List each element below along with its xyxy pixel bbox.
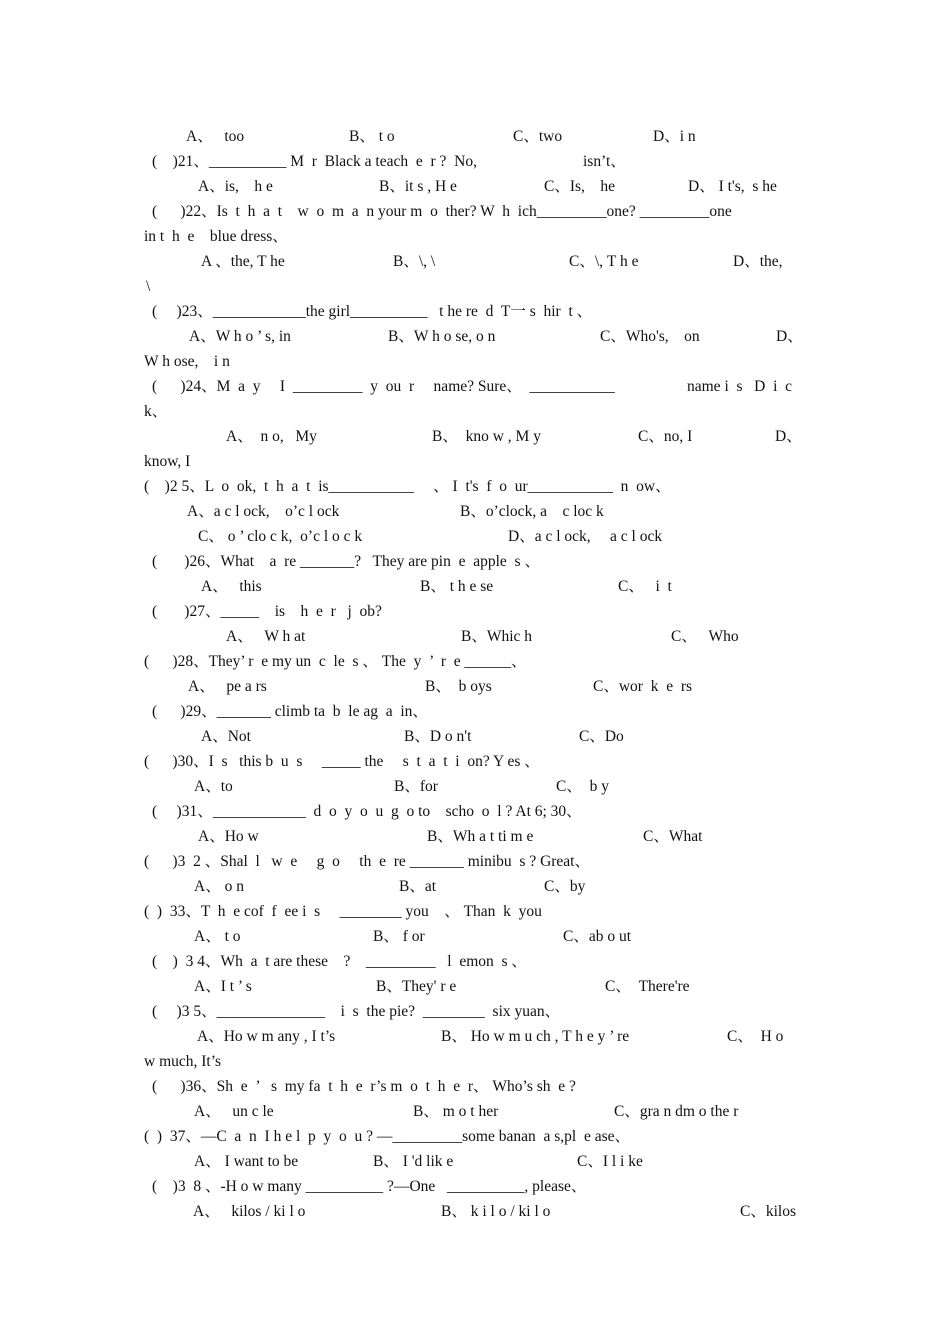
question-text: know, I: [144, 453, 191, 470]
option-d: D、: [776, 328, 803, 345]
option-b: B、 f or: [373, 928, 425, 945]
option-c: C、no, I: [638, 428, 693, 445]
option-d: D、: [775, 428, 802, 445]
option-b: B、Wh a t ti m e: [427, 828, 534, 845]
option-b: B、 kno w , M y: [432, 428, 541, 445]
option-a: A、 kilos / ki l o: [193, 1203, 306, 1220]
question-text: k、: [144, 403, 168, 420]
option-b: B、W h o se, o n: [388, 328, 496, 345]
option-d: D、 I t's, s he: [688, 178, 777, 195]
question-text: W h ose, i n: [144, 353, 230, 370]
option-c: C、gra n dm o the r: [614, 1103, 739, 1120]
option-b: B、 b oys: [425, 678, 492, 695]
option-b: B、 t o: [349, 128, 395, 145]
option-a: A、 pe a rs: [188, 678, 267, 695]
option-a: A、 un c le: [194, 1103, 274, 1120]
option-b: B、at: [399, 878, 437, 895]
option-a: A、W h o ’ s, in: [189, 328, 291, 345]
option-a: A、 o n: [194, 878, 244, 895]
option-c: C、 i t: [618, 578, 672, 595]
option-b: B、\, \: [393, 253, 436, 270]
question-text: ( ) 3 4、Wh a t are these ? _________ l emon s 、: [152, 953, 527, 970]
question-text: ( )26、What a re _______? They are pin e apple s 、: [152, 553, 540, 570]
option-a: A、 W h at: [226, 628, 306, 645]
option-b: B、D o n't: [404, 728, 472, 745]
option-a: A、 n o, My: [226, 428, 317, 445]
option-b: B、 Ho w m u ch , T h e y ’ re: [441, 1028, 630, 1045]
question-text: ( )21、__________ M r Black a teach e r ? No,: [152, 153, 477, 170]
option-a: A、to: [194, 778, 233, 795]
question-text: name i s D i c: [687, 378, 793, 395]
question-text: ( ) 37、—C a n I h e l p y o u ? —_________some banan a s,pl e ase、: [144, 1128, 631, 1145]
question-text: isn’t、: [583, 153, 626, 170]
question-text: ( )2 5、L o ok, t h a t is___________ 、 I t's f o ur___________ n ow、: [144, 478, 671, 495]
option-b: B、 I 'd lik e: [373, 1153, 454, 1170]
question-text: ( ) 33、T h e cof f ee i s ________ you 、 Than k you: [144, 903, 542, 920]
question-text: ( )30、I s this b u s _____ the s t a t i on? Y es 、: [144, 753, 540, 770]
option-c: C、Is, he: [544, 178, 616, 195]
option-a: A、a c l ock, o’c l ock: [187, 503, 340, 520]
option-c: C、by: [544, 878, 586, 895]
option-c: C、ab o ut: [563, 928, 632, 945]
question-text: ( )27、_____ is h e r j ob?: [152, 603, 382, 620]
question-text: ( )29、_______ climb ta b le ag a in、: [152, 703, 428, 720]
question-text: ( )31、____________ d o y o u g o to scho o l ? At 6; 30、: [152, 803, 582, 820]
option-a: A、I t ’ s: [194, 978, 252, 995]
option-b: B、o’clock, a c loc k: [460, 503, 604, 520]
option-c: C、Do: [579, 728, 624, 745]
option-a: A、 too: [186, 128, 245, 145]
option-c: C、kilos: [740, 1203, 796, 1220]
option-c: C、 o ’ clo c k, o’c l o c k: [198, 528, 363, 545]
question-text: \: [146, 278, 151, 295]
question-text: ( )23、____________the girl__________ t he re d T一 s hir t 、: [152, 303, 593, 320]
question-text: ( )3 5、______________ i s the pie? ________ six yuan、: [152, 1003, 561, 1020]
option-c: C、Who's, on: [600, 328, 700, 345]
question-text: ( )36、Sh e ’ s my fa t h e r’s m o t h e r、 Who’s sh e ?: [152, 1078, 576, 1095]
question-text: w much, It’s: [144, 1053, 222, 1070]
option-b: B、They' r e: [376, 978, 457, 995]
option-a: A、Not: [201, 728, 251, 745]
option-c: C、I l i ke: [577, 1153, 643, 1170]
option-a: A 、the, T he: [201, 253, 285, 270]
option-b: B、 m o t her: [413, 1103, 499, 1120]
option-c: C、\, T h e: [569, 253, 639, 270]
question-text: ( )3 8 、-H o w many __________ ?—One __________, please、: [152, 1178, 587, 1195]
question-text: ( )24、M a y I _________ y ou r name? Sure、 ___________: [152, 378, 615, 395]
question-text: ( )22、Is t h a t w o m a n your m o ther? W h ich_________one? _________one: [152, 203, 732, 220]
option-c: C、 b y: [556, 778, 609, 795]
option-d: D、i n: [653, 128, 696, 145]
option-a: A、 this: [201, 578, 262, 595]
option-b: B、 t h e se: [420, 578, 494, 595]
option-b: B、 k i l o / ki l o: [441, 1203, 551, 1220]
option-c: C、two: [513, 128, 563, 145]
option-a: A、 I want to be: [194, 1153, 299, 1170]
question-text: ( )3 2 、Shal l w e g o th e re _______ minibu s ? Great、: [144, 853, 590, 870]
option-d: D、a c l ock, a c l ock: [508, 528, 663, 545]
option-b: B、Whic h: [461, 628, 533, 645]
option-c: C、 There're: [605, 978, 690, 995]
option-a: A、Ho w: [198, 828, 259, 845]
option-b: B、it s , H e: [379, 178, 457, 195]
option-c: C、What: [643, 828, 703, 845]
option-a: A、Ho w m any , I t’s: [197, 1028, 336, 1045]
question-text: ( )28、They’ r e my un c le s 、 The y ’ r e ______、: [144, 653, 527, 670]
option-d: D、the,: [733, 253, 783, 270]
option-b: B、for: [394, 778, 438, 795]
option-a: A、is, h e: [198, 178, 273, 195]
option-c: C、wor k e rs: [593, 678, 693, 695]
question-text: in t h e blue dress、: [144, 228, 288, 245]
option-a: A、 t o: [194, 928, 241, 945]
option-c: C、 Who: [671, 628, 739, 645]
option-c: C、 H o: [727, 1028, 784, 1045]
